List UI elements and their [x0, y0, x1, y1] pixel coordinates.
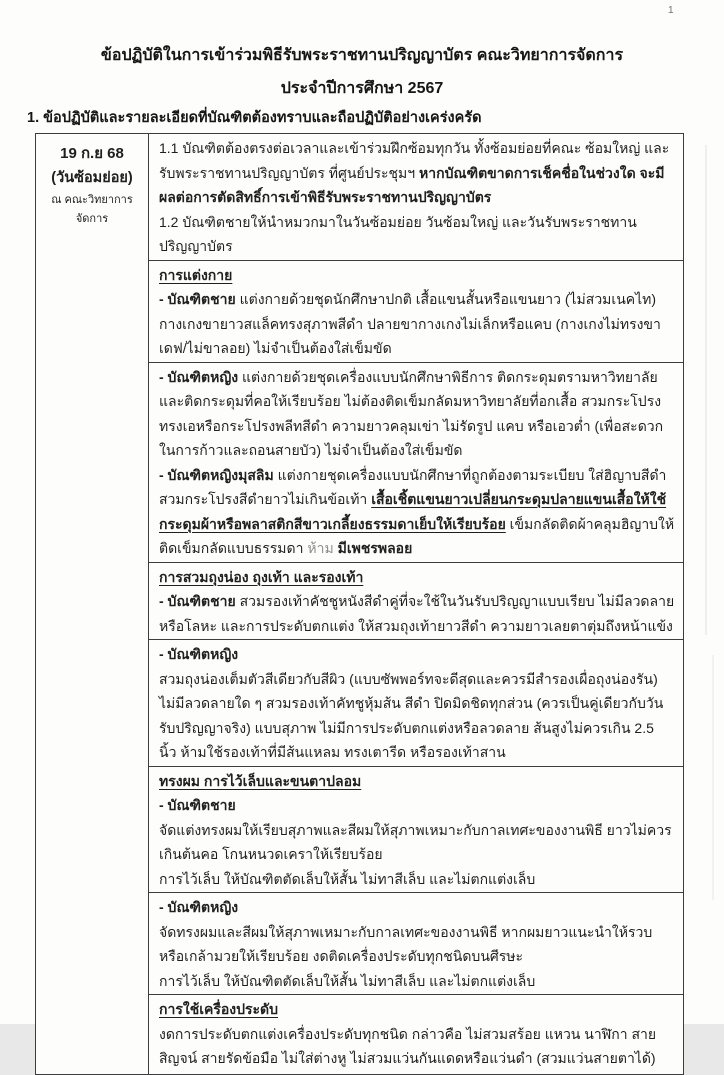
- footwear-section-header: การสวมถุงน่อง ถุงเท้า และรองเท้า: [159, 568, 364, 585]
- schedule-cell: [36, 134, 149, 1074]
- rule-1-2: 1.2 บัณฑิตชายให้นำหมวกมาในวันซ้อมย่อย วันซ้อมใหญ่ และวันรับพระราชทานปริญญาบัตร: [159, 213, 637, 254]
- jewelry-section-header: การใช้เครื่องประดับ: [159, 1001, 279, 1017]
- table-row-attendance: [149, 134, 683, 261]
- rule-1-1-warning: หากบัณฑิตขาดการเช็คชื่อในช่วงใด จะมีผลต่อการตัดสิทธิ์การเข้าพิธีรับพระราชทานปริญญาบัตร: [159, 164, 665, 205]
- table-row-hair-male: [149, 767, 683, 894]
- schedule-event: (วันซ้อมย่อย): [51, 170, 133, 186]
- table-row-dress-male: [149, 261, 683, 363]
- schedule-venue: ณ คณะวิทยาการจัดการ: [51, 194, 133, 225]
- table-row-hair-female: [149, 893, 683, 995]
- footwear-female-label: - บัณฑิตหญิง: [159, 646, 239, 662]
- table-row-footwear-female: [149, 640, 683, 767]
- dress-muslim-rule: [159, 463, 675, 561]
- rules-column: [149, 134, 683, 1074]
- document-title: ข้อปฏิบัติในการเข้าร่วมพิธีรับพระราชทานปริญญาบัตร คณะวิทยาการจัดการ: [100, 47, 624, 64]
- footwear-male-rule: [159, 589, 675, 638]
- nails-female-text: การไว้เล็บ ให้บัณฑิตตัดเล็บให้สั้น ไม่ทาสีเล็บ และไม่ตกแต่งเล็บ: [159, 972, 536, 989]
- footwear-male-text: สวมรองเท้าคัชชูหนังสีดำคู่ที่จะใช้ในวันรับปริญญาแบบเรียบ ไม่มีลวดลายหรือโลหะ และการประดับตกแต่ง ให้สวมถุงเท้ายาวสีดำ ความยาวเลยตาตุ่มถึงหน้าแข้ง: [159, 593, 675, 634]
- document-subtitle: ประจำปีการศึกษา 2567: [280, 80, 444, 97]
- rules-table: [35, 133, 684, 1075]
- jewelry-text: งดการประดับตกแต่งเครื่องประดับทุกชนิด กล่าวคือ ไม่สวมสร้อย แหวน นาฬิกา สายสิญจน์ สายรัดข้อมือ ไม่ใส่ต่างหู ไม่สวมแว่นกันแดดหรือแว่นดำ (สวมแว่นสายตาได้): [159, 1025, 657, 1066]
- dress-muslim-text-3: มีเพชรพลอย: [333, 540, 413, 556]
- dress-muslim-label: - บัณฑิตหญิงมุสลิม: [159, 466, 274, 483]
- dress-muslim-underlined: เสื้อเชิ้ตแขนยาวเปลี่ยนกระดุมปลายแขนเสื้อให้ใช้กระดุมผ้าหรือพลาสติกสีขาวเกลี้ยงธรรมดาเย็บให้เรียบร้อย: [159, 491, 667, 532]
- schedule-date: 19 ก.ย 68: [60, 145, 124, 162]
- footwear-male-label: - บัณฑิตชาย: [159, 593, 236, 609]
- scan-artifact: [712, 655, 714, 900]
- table-row-footwear-male: [149, 563, 683, 641]
- dress-muslim-text-1: แต่งกายชุดเครื่องแบบนักศึกษาที่ถูกต้องตามระเบียบ ใส่ฮิญาบสีดำ สวมกระโปรงสีดำยาวไม่เกินข้อเท้า: [159, 466, 667, 507]
- dress-male-text: แต่งกายด้วยชุดนักศึกษาปกติ เสื้อแขนสั้นหรือแขนยาว (ไม่สวมเนคไท) กางเกงขายาวสแล็คทรงสุภาพสีดำ ปลายขากางเกงไม่เล็กหรือแคบ (กางเกงไม่ทรงขาเดฟ/ไม่ขาลอย) ไม่จำเป็นต้องใส่เข็มขัด: [159, 291, 661, 356]
- dress-male-label: - บัณฑิตชาย: [159, 291, 236, 307]
- dress-female-label: - บัณฑิตหญิง: [159, 368, 239, 385]
- section-heading: 1. ข้อปฏิบัติและรายละเอียดที่บัณฑิตต้องทราบและถือปฏิบัติอย่างเคร่งครัด: [27, 110, 482, 126]
- rule-1-1-lead: 1.1 บัณฑิตต้องตรงต่อเวลาและเข้าร่วมฝึกซ้อมทุกวัน ทั้งซ้อมย่อยที่คณะ ซ้อมใหญ่ และ รับพระราชทานปริญญาบัตร ที่ศูนย์ประชุมฯ: [159, 140, 670, 181]
- hair-male-label: - บัณฑิตชาย: [159, 797, 236, 813]
- table-row-dress-female: [149, 363, 683, 563]
- dress-female-text: แต่งกายด้วยชุดเครื่องแบบนักศึกษาพิธีการ ติดกระดุมตรามหาวิทยาลัยและติดกระดุมที่คอให้เรียบร้อย ไม่ต้องติดเข็มกลัดมหาวิทยาลัยที่อกเสื้อ สวมกระโปรงทรงเอหรือกระโปรงพลีทสีดำ ความยาวคลุมเข่า ไม่รัดรูป แคบ หรือเอวต่ำ (เพื่อสะดวกในการก้าวและถอนสายบัว) ไม่จำเป็นต้องใส่เข็มขัด: [159, 368, 664, 458]
- dress-female-rule: [159, 365, 675, 463]
- hair-section-header: ทรงผม การไว้เล็บและขนตาปลอม: [159, 772, 362, 789]
- footwear-female-text: สวมถุงน่องเต็มตัวสีเดียวกับสีผิว (แบบซัพพอร์ทจะดีสุดและควรมีสำรองเผื่อถุงน่องรัน) ไม่มีลวดลายใด ๆ สวมรองเท้าคัทชูหุ้มส้น สีดำ ปิดมิดชิดทุกส่วน (ควรเป็นคู่เดียวกับวันรับปริญญาจริง) แบบสุภาพ ไม่มีการประดับตกแต่งหรือลวดลาย ส้นสูงไม่ควรเกิน 2.5 นิ้ว ห้ามใช้รองเท้าที่มีส้นแหลม ทรงเตารีด หรือรองเท้าสาน: [159, 670, 664, 760]
- nails-male-text: การไว้เล็บ ให้บัณฑิตตัดเล็บให้สั้น ไม่ทาสีเล็บ และไม่ตกแต่งเล็บ: [159, 870, 536, 887]
- dress-muslim-text-2: เข็มกลัดติดผ้าคลุมฮิญาบให้ติดเข็มกลัดแบบธรรมดา: [159, 515, 675, 556]
- hair-male-text: จัดแต่งทรงผมให้เรียบสุภาพและสีผมให้สุภาพเหมาะกับกาลเทศะของงานพิธี ยาวไม่ควรเกินต้นคอ โกนหนวดเคราให้เรียบร้อย: [159, 821, 672, 862]
- rule-1-1: [159, 136, 675, 210]
- dress-section-header: การแต่งกาย: [159, 266, 233, 283]
- hair-female-label: - บัณฑิตหญิง: [159, 899, 239, 915]
- scan-artifact: [705, 145, 707, 635]
- dress-muslim-forbid: ห้าม: [307, 540, 334, 556]
- table-row-jewelry: [149, 995, 683, 1074]
- hair-female-text: จัดทรงผมและสีผมให้สุภาพเหมาะกับกาลเทศะของงานพิธี หากผมยาวแนะนำให้รวบหรือเกล้ามวยให้เรียบร้อย งดติดเครื่องประดับทุกชนิดบนศีรษะ: [159, 923, 653, 964]
- dress-male-rule: [159, 287, 675, 361]
- page-number: 1: [668, 5, 674, 16]
